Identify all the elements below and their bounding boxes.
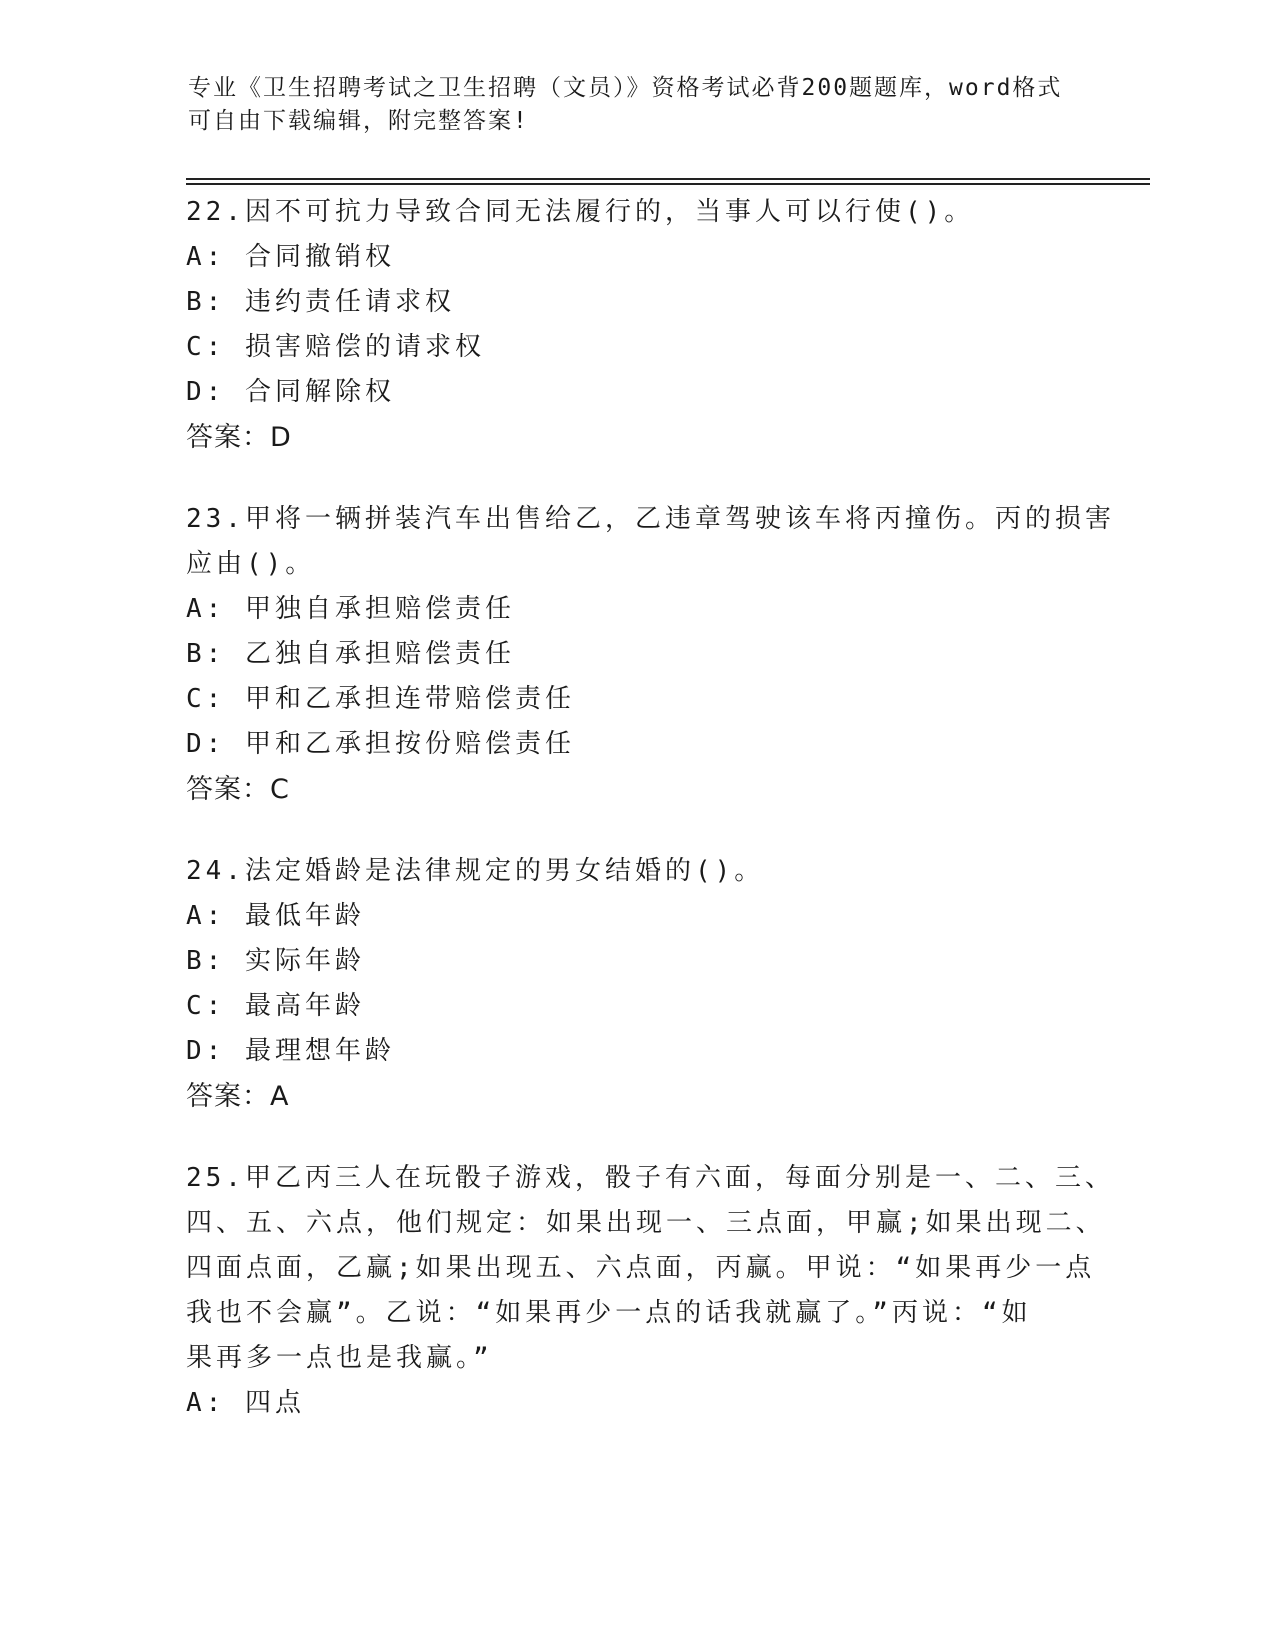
option-d: D: 合同解除权	[186, 377, 395, 407]
option-b: B: 违约责任请求权	[186, 287, 455, 317]
option-a: A: 合同撤销权	[186, 242, 395, 272]
answer: 答案：A	[186, 1081, 290, 1112]
question-22	[186, 190, 1086, 461]
question-25	[186, 1156, 1115, 1426]
answer: 答案：D	[186, 422, 292, 453]
option-c: C: 甲和乙承担连带赔偿责任	[186, 684, 575, 714]
option-c: C: 损害赔偿的请求权	[186, 332, 485, 362]
question-text-cont: 果再多一点也是我赢。”	[186, 1343, 493, 1373]
option-a: A: 甲独自承担赔偿责任	[186, 594, 515, 624]
option-c: C: 最高年龄	[186, 991, 365, 1021]
question-text: 25.甲乙丙三人在玩骰子游戏，骰子有六面，每面分别是一、二、三、	[186, 1163, 1115, 1193]
answer: 答案：C	[186, 774, 290, 805]
option-b: B: 乙独自承担赔偿责任	[186, 639, 515, 669]
document-header	[188, 72, 1068, 138]
question-text-cont: 四、五、六点，他们规定：如果出现一、三点面，甲赢;如果出现二、	[186, 1208, 1106, 1238]
question-23	[186, 497, 1115, 813]
question-text: 22.因不可抗力导致合同无法履行的，当事人可以行使()。	[186, 197, 975, 227]
header-rule-top	[186, 178, 1150, 180]
header-line-1: 专业《卫生招聘考试之卫生招聘（文员）》资格考试必背200题题库，word格式	[188, 75, 1063, 101]
option-d: D: 最理想年龄	[186, 1036, 395, 1066]
question-text-cont: 我也不会赢”。乙说：“如果再少一点的话我就赢了。”丙说：“如	[186, 1298, 1032, 1328]
option-d: D: 甲和乙承担按份赔偿责任	[186, 729, 575, 759]
question-text: 24.法定婚龄是法律规定的男女结婚的()。	[186, 856, 765, 886]
question-text-cont: 应由()。	[186, 549, 316, 579]
question-text-cont: 四面点面，乙赢;如果出现五、六点面，丙赢。甲说：“如果再少一点	[186, 1253, 1096, 1283]
option-a: A: 四点	[186, 1388, 305, 1418]
question-list	[186, 190, 1115, 1462]
question-24	[186, 849, 1086, 1120]
question-text: 23.甲将一辆拼装汽车出售给乙，乙违章驾驶该车将丙撞伤。丙的损害	[186, 504, 1115, 534]
header-rule-bottom	[186, 183, 1150, 185]
option-b: B: 实际年龄	[186, 946, 365, 976]
option-a: A: 最低年龄	[186, 901, 365, 931]
header-line-2: 可自由下载编辑，附完整答案!	[188, 108, 529, 134]
